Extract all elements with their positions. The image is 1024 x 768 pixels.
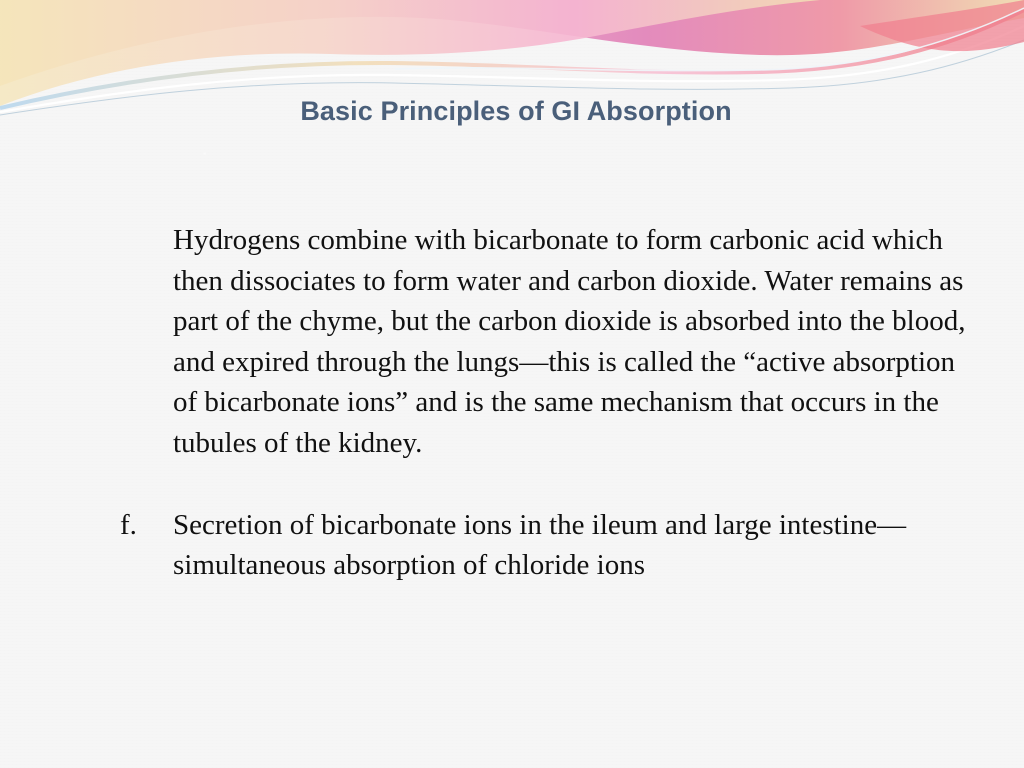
list-item-text: Secretion of bicarbonate ions in the ileum and large intestine—simultaneous absorption of chloride ions <box>173 508 907 582</box>
slide-body <box>120 220 990 586</box>
body-paragraph: Hydrogens combine with bicarbonate to form carbonic acid which then dissociates to form water and carbon dioxide. Water remains as part of the chyme, but the carbon dioxide is absorbed into the blood, and expired through the lungs—this is called the “active absorption of bicarbonate ions” and is the same mechanism that occurs in the tubules of the kidney. <box>173 224 966 459</box>
slide-title: Basic Principles of GI Absorption <box>300 96 732 126</box>
wave-soft <box>0 0 820 106</box>
list-item-marker: f. <box>120 508 137 541</box>
list-item-f <box>120 505 990 586</box>
